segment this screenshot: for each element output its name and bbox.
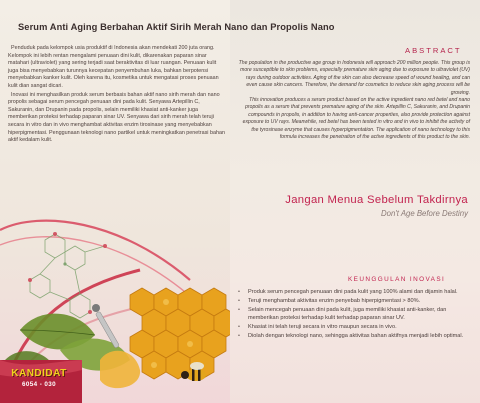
intro-text bbox=[8, 45, 225, 146]
candidate-badge bbox=[8, 366, 70, 396]
page-title: Serum Anti Aging Berbahan Aktif Sirih Merah Nano dan Propolis Nano bbox=[18, 22, 335, 32]
abstract-paragraph: The population in the productive age group in Indonesia will approach 200 million people. This group is more susceptible to skin problems, especially premature skin aging due to exposure to ultraviolet (UV) rays during outdoor activities. Aging of the skin can also decrease speed of wound healing, and can even cause skin cancers. Therefore, the demand for cosmetics to reduce skin aging process will be growing. bbox=[238, 60, 470, 96]
badge-name: KANDIDAT bbox=[11, 368, 67, 379]
intro-paragraph: Penduduk pada kelompok usia produktif di Indonesia akan mendekati 200 juta orang. Kelompok ini lebih rentan mengalami penuaan dini kulit, dikarenakan paparan sinar matahari (ultraviolet) yang sering terjadi saat beraktivitas di luar ruangan. Penuaan kulit juga bisa menyebabkan turunnya kecepatan penyembuhan luka, bahkan berpotensi menyebabkan kanker kulit. Oleh karena itu, kosmetika untuk mengatasi proses penuaan kulit dian sangat dicari. bbox=[8, 45, 219, 89]
list-item: • Selain mencegah penuaan dini pada kulit, juga memiliki khasiat anti-kanker, dan memberikan proteksi terhadap kulit terhadap paparan sinar UV. bbox=[230, 307, 472, 321]
intro-paragraph: Inovasi ini menghasilkan produk serum berbasis bahan aktif nano sirih merah dan nano propolis sebagai serum pencegah penuaan dini pada kulit. Senyawa Artepillin C, Sakuranin, dan Drupanin pada propolis, selain memiliki khasiat anti-kanker juga memberikan proteksi terhadap paparan sinar UV. Senyawa dari sirih merah telah teruji secara in vitro dan in vivo menghambat aktivitas enzim tirosinase yang menyebabkan hiperpigmentasi. Penggunaan teknologi nano partikel untuk meningkatkan penetrasi bahan aktif kedalam kulit. bbox=[8, 91, 225, 144]
abstract-text bbox=[236, 60, 470, 141]
slogan-indonesian: Jangan Menua Sebelum Takdirnya bbox=[285, 194, 468, 206]
advantages-heading: KEUNGGULAN INOVASI bbox=[348, 276, 446, 283]
slogan-english: Don't Age Before Destiny bbox=[380, 209, 468, 218]
honeycomb-icon bbox=[130, 288, 230, 379]
abstract-heading: ABSTRACT bbox=[405, 46, 462, 55]
list-item: • Khasiat ini telah teruji secara in vitro maupun secara in vivo. bbox=[230, 324, 472, 331]
abstract-paragraph: This innovation produces a serum product based on the active ingredient nano red betel and nano propolis as a serum that prevents premature aging of the skin. Artepillin C, Sakuranin, and Drupanin compounds in propolis, in addition to having anti-cancer properties, also provide protection against exposure to UV rays. Meanwhile, red betel has been tested in vitro and in vivo to inhibit the activity of the tyrosinase enzyme that causes hyperpigmentation. The application of nano technology to this formula increases the penetration of the active ingredients of this product to the skin. bbox=[242, 97, 470, 141]
list-item: • Produk serum pencegah penuaan dini pada kulit yang 100% alami dan dijamin halal. bbox=[230, 289, 472, 296]
badge-code: 6054 - 030 bbox=[21, 381, 57, 388]
honey-drop-icon bbox=[100, 351, 140, 388]
list-item: • Teruji menghambat aktivitas enzim penyebab hiperpigmentasi > 80%. bbox=[230, 298, 472, 305]
list-item: • Diolah dengan teknologi nano, sehingga aktivitas bahan aktifnya menjadi lebih optimal. bbox=[230, 333, 472, 340]
advantages-list bbox=[230, 289, 472, 342]
